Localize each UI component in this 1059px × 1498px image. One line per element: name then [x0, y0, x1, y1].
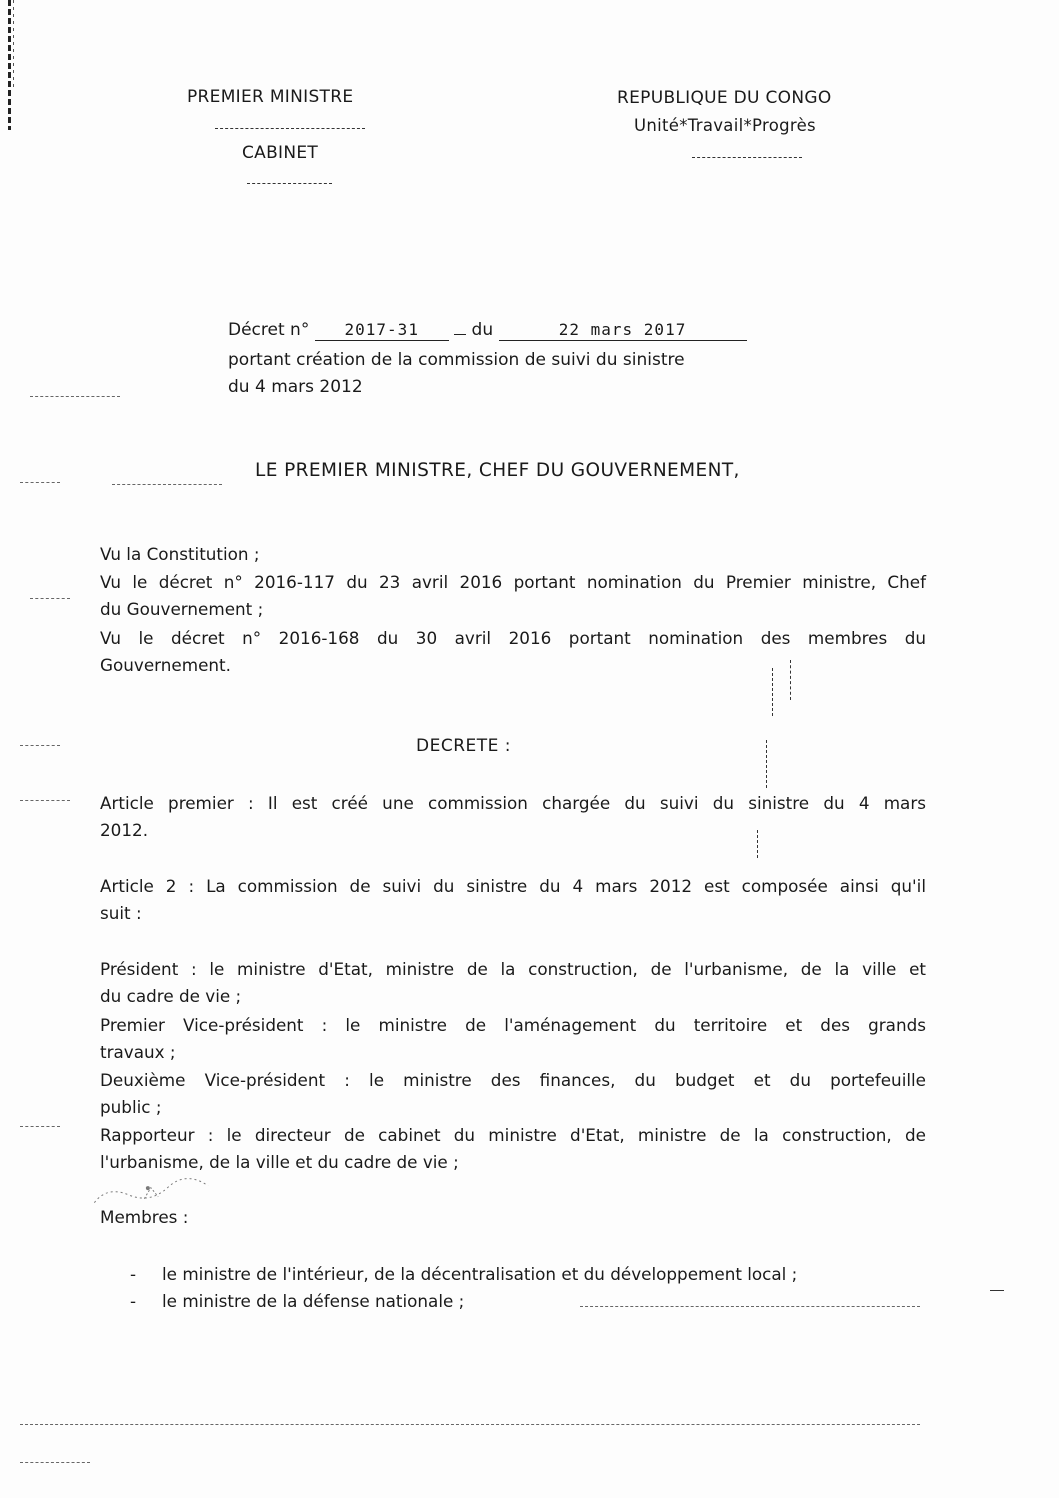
margin-dash: [990, 1290, 1004, 1291]
header-left-subtitle: CABINET: [242, 143, 319, 163]
decree-title-line: [228, 320, 747, 341]
list-bullet: -: [130, 1264, 137, 1284]
list-item-text: le ministre de l'intérieur, de la décentralisation et du développement local ;: [162, 1264, 798, 1284]
article-2: Article 2 : La commission de suivi du sinistre du 4 mars 2012 est composée ainsi qu'il: [100, 876, 926, 896]
scan-speck: [20, 800, 70, 802]
header-left-title: PREMIER MINISTRE: [187, 87, 354, 107]
scan-edge-mark: [8, 0, 11, 130]
composition-vp2-cont: public ;: [100, 1097, 162, 1117]
decree-subject: du 4 mars 2012: [228, 377, 363, 397]
list-item: [130, 1261, 797, 1288]
decrete-heading: DECRETE :: [416, 736, 512, 756]
scan-speck: [30, 396, 120, 398]
list-bullet: -: [130, 1291, 137, 1311]
article-1-cont: 2012.: [100, 820, 149, 840]
scan-edge-mark: [13, 0, 14, 90]
blank-field: [454, 334, 466, 335]
list-item: [130, 1288, 797, 1315]
header-divider: [215, 128, 365, 129]
composition-rapporteur: Rapporteur : le directeur de cabinet du ministre d'Etat, ministre de la construction, de: [100, 1125, 926, 1145]
scan-speck: [112, 484, 222, 486]
header-divider: [247, 183, 332, 184]
decree-subject: portant création de la commission de suivi du sinistre: [228, 350, 685, 370]
composition-president: Président : le ministre d'Etat, ministre de la construction, de l'urbanisme, de la ville et: [100, 959, 926, 979]
composition-vp1: Premier Vice-président : le ministre de l'aménagement du territoire et des grands: [100, 1015, 926, 1035]
scan-speck: [20, 1462, 90, 1464]
decree-date: 22 mars 2017: [499, 320, 747, 341]
scan-speck: [20, 1126, 60, 1128]
scan-speck: [20, 1424, 920, 1426]
article-2-cont: suit :: [100, 903, 142, 923]
visa-decree-2-cont: Gouvernement.: [100, 655, 231, 675]
visa-constitution: Vu la Constitution ;: [100, 544, 260, 564]
composition-vp2: Deuxième Vice-président : le ministre des finances, du budget et du portefeuille: [100, 1070, 926, 1090]
decree-number: 2017-31: [315, 320, 449, 341]
composition-membres-label: Membres :: [100, 1207, 189, 1227]
scan-speck: [20, 745, 60, 747]
scan-speck: [30, 598, 70, 600]
decree-du: du: [471, 320, 494, 340]
membres-list: [130, 1261, 797, 1315]
composition-vp1-cont: travaux ;: [100, 1042, 176, 1062]
margin-mark: [766, 740, 767, 788]
header-divider: [692, 157, 802, 158]
authority-heading: LE PREMIER MINISTRE, CHEF DU GOUVERNEMENT,: [255, 460, 740, 481]
header-right-title: REPUBLIQUE DU CONGO: [617, 88, 832, 108]
list-item-text: le ministre de la défense nationale ;: [162, 1291, 465, 1311]
composition-president-cont: du cadre de vie ;: [100, 986, 242, 1006]
visa-decree-2: Vu le décret n° 2016-168 du 30 avril 2016 portant nomination des membres du: [100, 628, 926, 648]
decree-prefix: Décret n°: [228, 320, 310, 340]
visa-decree-1: Vu le décret n° 2016-117 du 23 avril 2016 portant nomination du Premier ministre, Chef: [100, 572, 926, 592]
header-right-motto: Unité*Travail*Progrès: [634, 116, 816, 135]
article-1: Article premier : Il est créé une commission chargée du suivi du sinistre du 4 mars: [100, 793, 926, 813]
scan-speck: [20, 482, 60, 484]
visa-decree-1-cont: du Gouvernement ;: [100, 599, 264, 619]
composition-rapporteur-cont: l'urbanisme, de la ville et du cadre de vie ;: [100, 1152, 459, 1172]
